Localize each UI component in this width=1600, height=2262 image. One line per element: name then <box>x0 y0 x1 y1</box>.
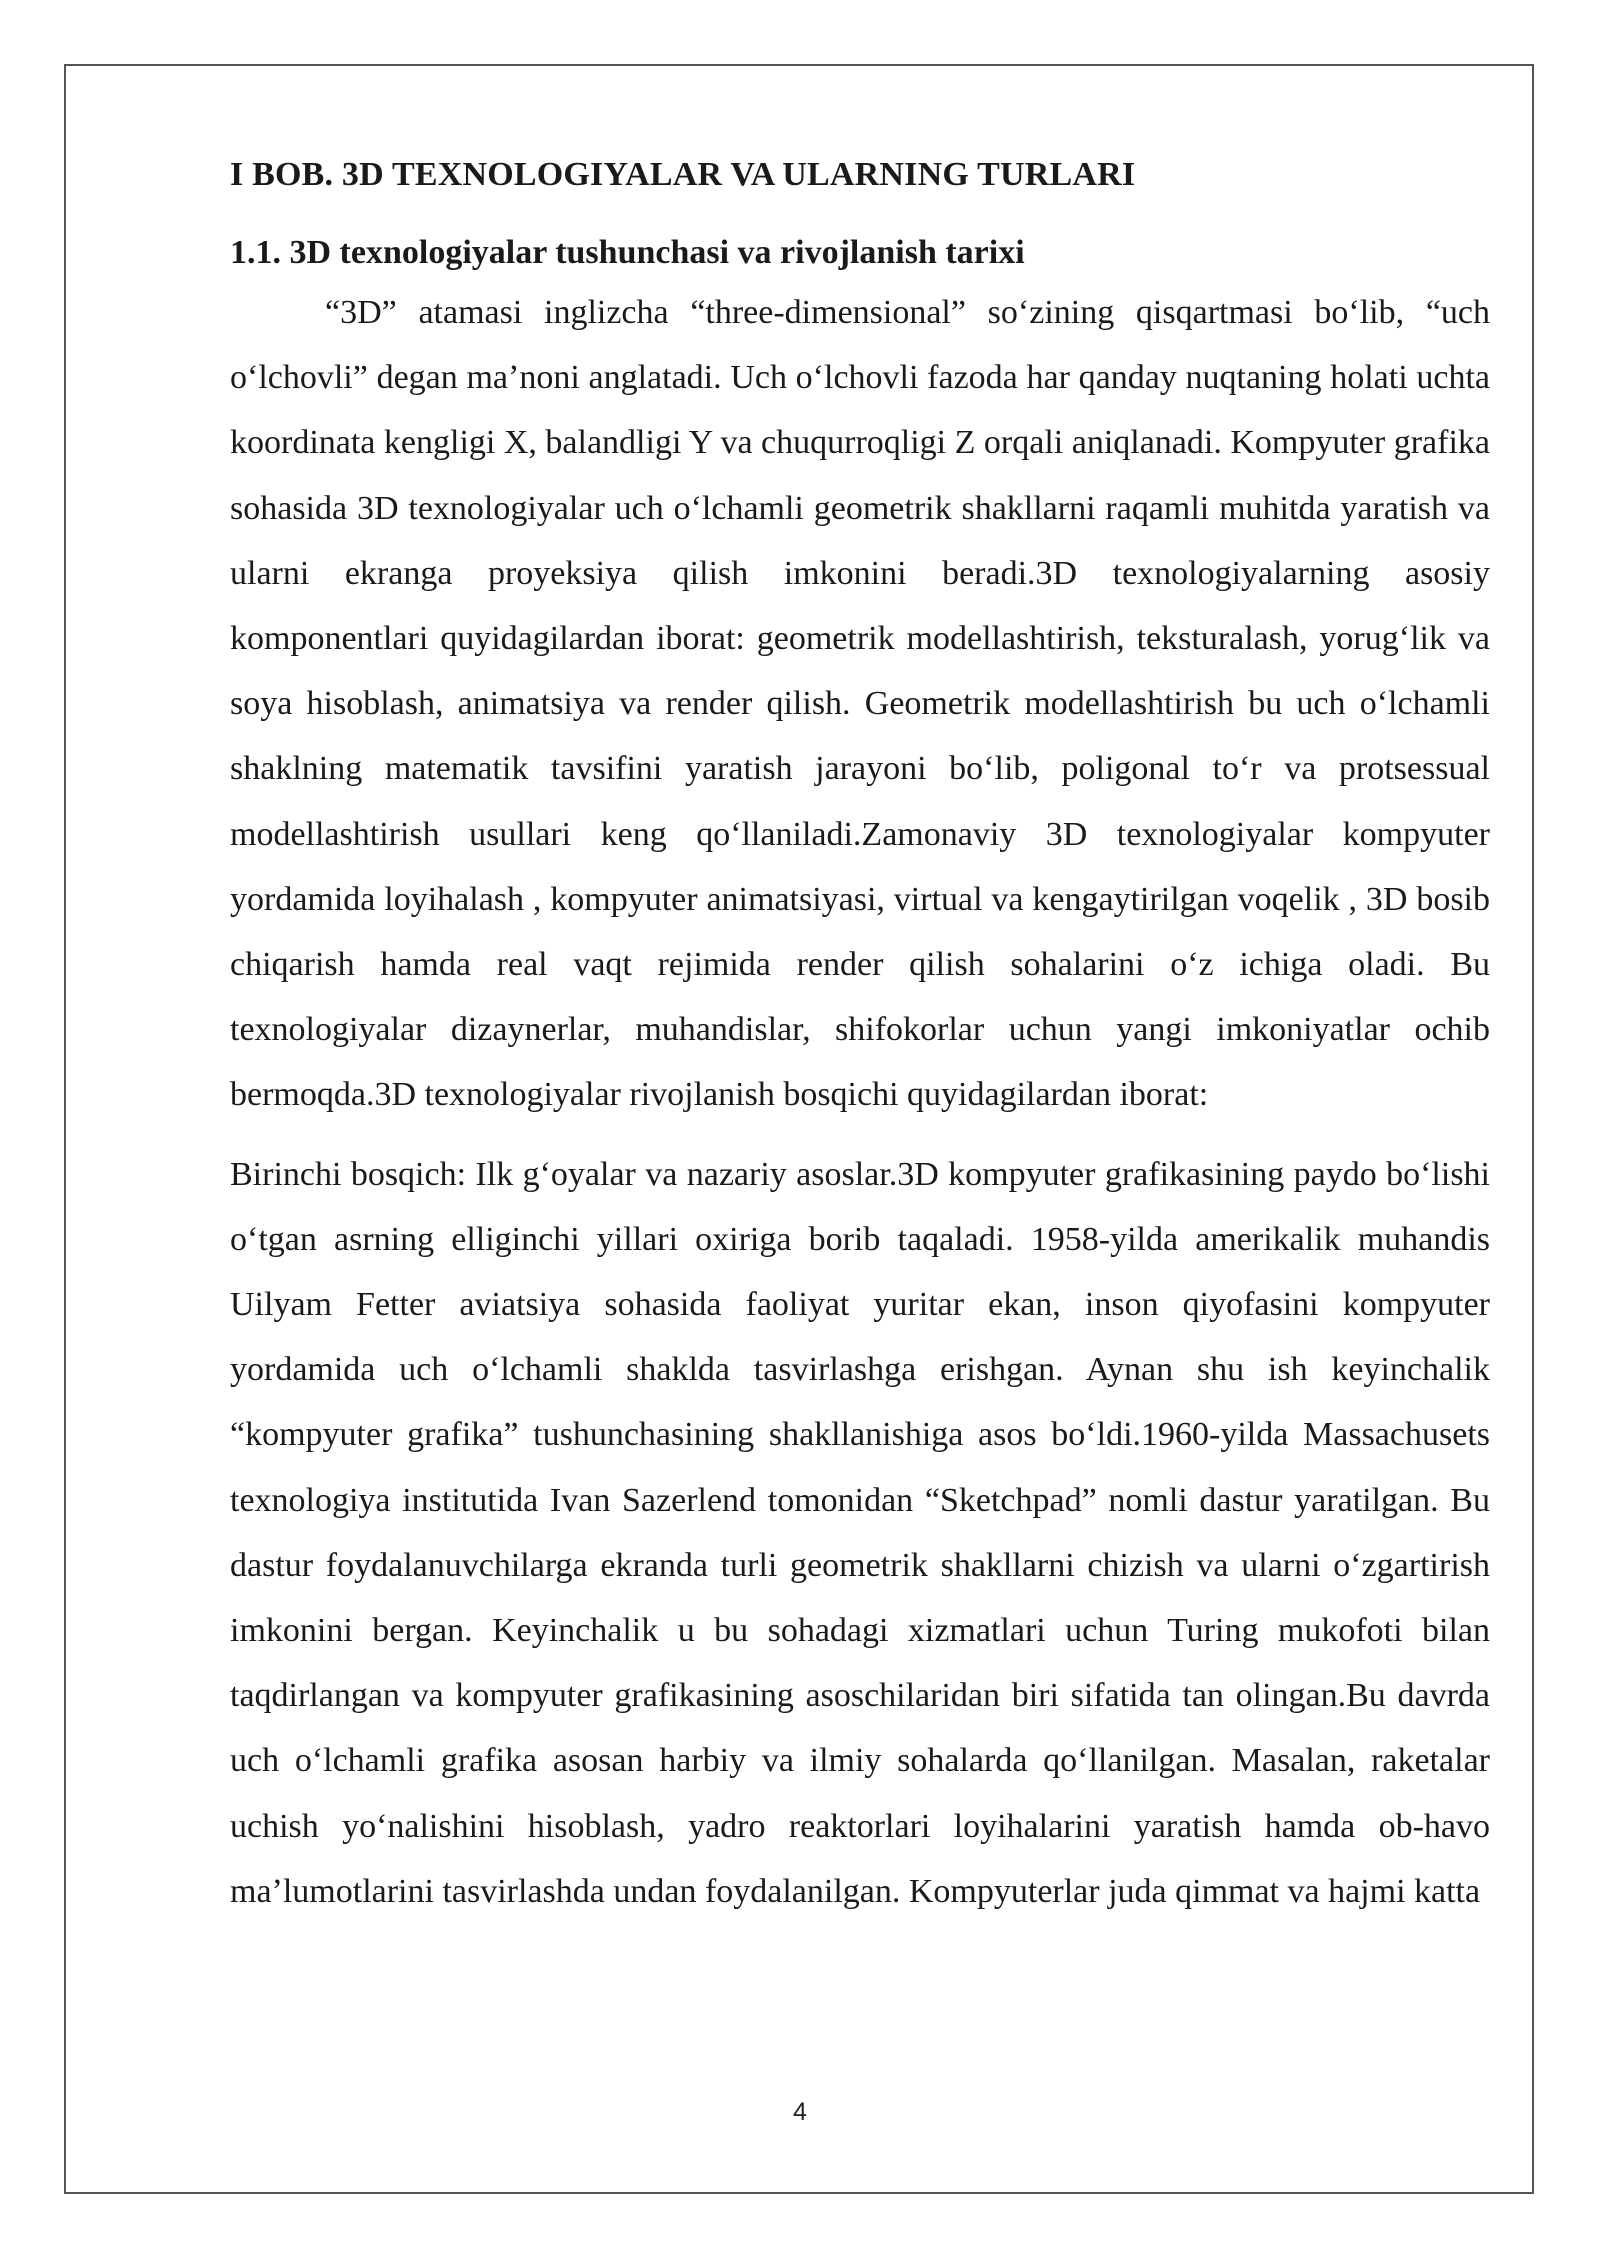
section-title: 1.1. 3D texnologiyalar tushunchasi va rivojlanish tarixi <box>230 234 1025 271</box>
chapter-title: I BOB. 3D TEXNOLOGIYALAR VA ULARNING TURLARI <box>230 156 1136 193</box>
page-content <box>230 150 1490 1924</box>
page-number: 4 <box>793 2098 807 2126</box>
paragraph-intro: “3D” atamasi inglizcha “three-dimensional” soʻzining qisqartmasi boʻlib, “uch oʻlchovli” degan maʼnoni anglatadi. Uch oʻlchovli fazoda har qanday nuqtaning holati uchta koordinata kengligi X, balandligi Y va chuqurroqligi Z orqali aniqlanadi. Kompyuter grafika sohasida 3D texnologiyalar uch oʻlchamli geometrik shakllarni raqamli muhitda yaratish va ularni ekranga proyeksiya qilish imkonini beradi.3D texnologiyalarning asosiy komponentlari quyidagilardan iborat: geometrik modellashtirish, teksturalash, yorugʻlik va soya hisoblash, animatsiya va render qilish. Geometrik modellashtirish bu uch oʻlchamli shaklning matematik tavsifini yaratish jarayoni boʻlib, poligonal toʻr va protsessual modellashtirish usullari keng qoʻllaniladi.Zamonaviy 3D texnologiyalar kompyuter yordamida loyihalash , kompyuter animatsiyasi, virtual va kengaytirilgan voqelik , 3D bosib chiqarish hamda real vaqt rejimida render qilish sohalarini oʻz ichiga oladi. Bu texnologiyalar dizaynerlar, muhandislar, shifokorlar uchun yangi imkoniyatlar ochib bermoqda.3D texnologiyalar rivojlanish bosqichi quyidagilardan iborat: <box>230 294 1490 1114</box>
paragraph-first-stage: Birinchi bosqich: Ilk gʻoyalar va nazariy asoslar.3D kompyuter grafikasining paydo boʻlishi oʻtgan asrning elliginchi yillari oxiriga borib taqaladi. 1958-yilda amerikalik muhandis Uilyam Fetter aviatsiya sohasida faoliyat yuritar ekan, inson qiyofasini kompyuter yordamida uch oʻlchamli shaklda tasvirlashga erishgan. Aynan shu ish keyinchalik “kompyuter grafika” tushunchasining shakllanishiga asos boʻldi.1960-yilda Massachusets texnologiya institutida Ivan Sazerlend tomonidan “Sketchpad” nomli dastur yaratilgan. Bu dastur foydalanuvchilarga ekranda turli geometrik shakllarni chizish va ularni oʻzgartirish imkonini bergan. Keyinchalik u bu sohadagi xizmatlari uchun Turing mukofoti bilan taqdirlangan va kompyuter grafikasining asoschilaridan biri sifatida tan olingan.Bu davrda uch oʻlchamli grafika asosan harbiy va ilmiy sohalarda qoʻllanilgan. Masalan, raketalar uchish yoʻnalishini hisoblash, yadro reaktorlari loyihalarini yaratish hamda ob-havo maʼlumotlarini tasvirlashda undan foydalanilgan. Kompyuterlar juda qimmat va hajmi katta <box>230 1155 1490 1910</box>
